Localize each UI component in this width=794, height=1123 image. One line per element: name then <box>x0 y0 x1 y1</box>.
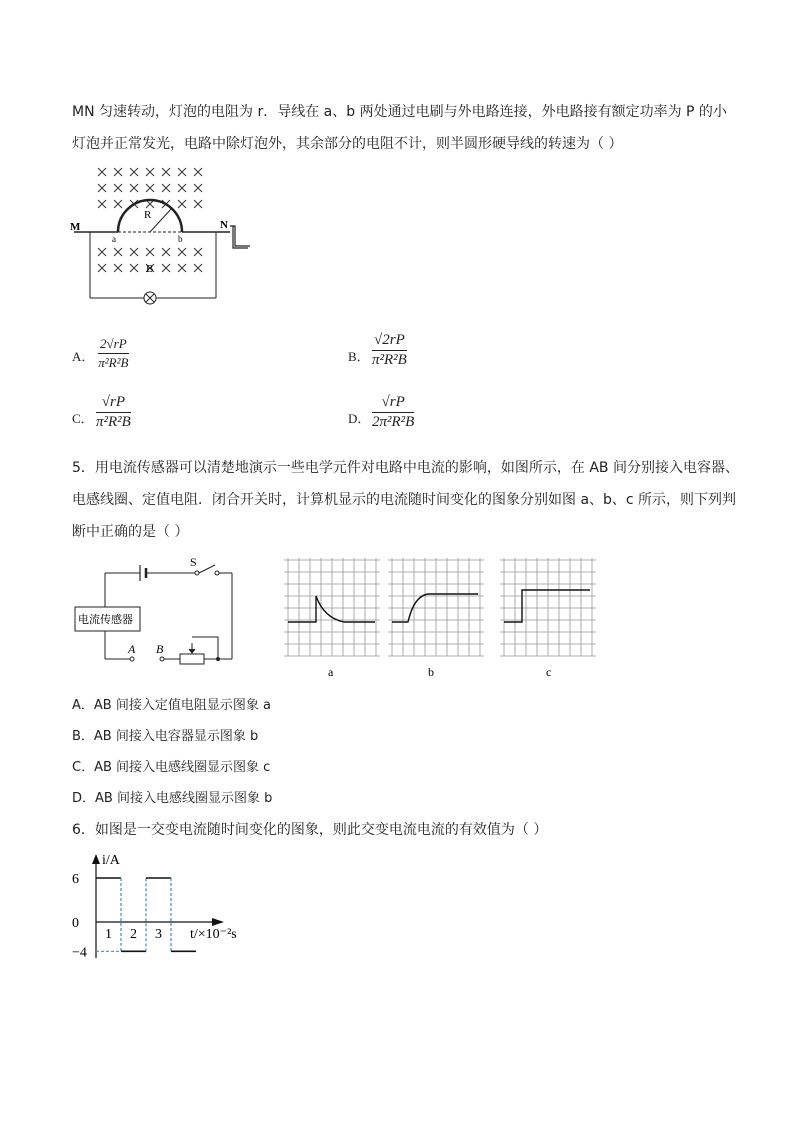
y-tick-label: −4 <box>72 945 87 961</box>
y-tick-label: 0 <box>72 916 79 931</box>
graph-a-curve <box>288 596 375 622</box>
q5-option-b[interactable]: B．AB 间接入电容器显示图象 b <box>72 729 259 744</box>
x-axis-arrow <box>212 918 224 926</box>
q5-option-d[interactable]: D．AB 间接入电感线圈显示图象 b <box>72 791 273 806</box>
q4-option-d-den: 2π²R²B <box>372 414 415 430</box>
rheostat-icon <box>180 654 204 664</box>
label-R: R <box>144 209 152 221</box>
label-M: M <box>70 221 81 233</box>
q4-option-b-fraction[interactable] <box>372 332 407 369</box>
q5-text-line-1: 5．用电流传感器可以清楚地演示一些电学元件对电路中电流的影响，如图所示，在 AB 间分别接入电容器、 <box>72 460 739 476</box>
q4-option-c-num: √rP <box>96 394 131 413</box>
q5-graphs <box>280 552 600 682</box>
q4-option-c-fraction[interactable] <box>96 394 131 431</box>
q6-text-line-1: 6．如图是一交变电流随时间变化的图象，则此交变电流电流的有效值为（ ） <box>72 822 548 838</box>
q4-option-b-letter[interactable]: B． <box>348 349 370 364</box>
y-axis-arrow <box>92 854 100 864</box>
switch-label: S <box>190 555 197 569</box>
q4-option-a-num: 2√rP <box>98 336 129 354</box>
terminal-b-label: B <box>156 642 164 656</box>
q4-option-a-fraction[interactable] <box>98 336 129 371</box>
q4-option-d-num: √rP <box>372 394 414 413</box>
q5-text-line-3: 断中正确的是（ ） <box>72 524 189 540</box>
graph-label-b: b <box>428 665 434 679</box>
sensor-label: 电流传感器 <box>78 614 133 626</box>
label-B: B <box>146 263 154 275</box>
graph-label-c: c <box>546 665 552 679</box>
q4-option-a-letter[interactable]: A． <box>72 349 95 364</box>
label-N: N <box>220 219 228 231</box>
q6-current-chart <box>68 848 268 966</box>
q4-text-line-1: MN 匀速转动，灯泡的电阻为 r．导线在 a、b 两处通过电刷与外电路连接，外电路接有额定功率为 P 的小 <box>72 104 727 120</box>
label-a: a <box>112 234 116 244</box>
y-tick-label: 6 <box>72 872 79 887</box>
y-axis-label: i/A <box>102 853 120 868</box>
q4-option-c-den: π²R²B <box>96 414 131 430</box>
q4-option-c-letter[interactable]: C． <box>72 411 94 426</box>
q5-circuit-figure <box>70 555 250 670</box>
q4-option-b-num: √2rP <box>372 332 407 351</box>
q4-option-d-fraction[interactable] <box>372 394 414 431</box>
x-tick-label: 3 <box>155 927 162 942</box>
q5-option-a[interactable]: A．AB 间接入定值电阻显示图象 a <box>72 698 271 713</box>
q5-option-c[interactable]: C．AB 间接入电感线圈显示图象 c <box>72 760 271 775</box>
label-b: b <box>178 234 183 244</box>
q5-text-line-2: 电感线圈、定值电阻．闭合开关时，计算机显示的电流随时间变化的图象分别如图 a、b、c 所示，则下列判 <box>72 492 737 508</box>
q4-option-b-den: π²R²B <box>372 352 407 368</box>
graph-label-a: a <box>328 665 334 679</box>
graph-c-curve <box>504 590 590 622</box>
x-axis-label: t/×10⁻²s <box>190 927 237 942</box>
q4-option-a-den: π²R²B <box>98 355 129 370</box>
x-tick-label: 2 <box>130 927 137 942</box>
terminal-a-label: A <box>128 642 136 656</box>
switch-icon <box>199 565 215 573</box>
q4-magnetic-field-figure <box>70 160 260 310</box>
q4-option-d-letter[interactable]: D． <box>348 411 371 426</box>
x-tick-label: 1 <box>105 927 112 942</box>
q4-text-line-2: 灯泡并正常发光，电路中除灯泡外，其余部分的电阻不计，则半圆形硬导线的转速为（ ） <box>72 136 623 152</box>
